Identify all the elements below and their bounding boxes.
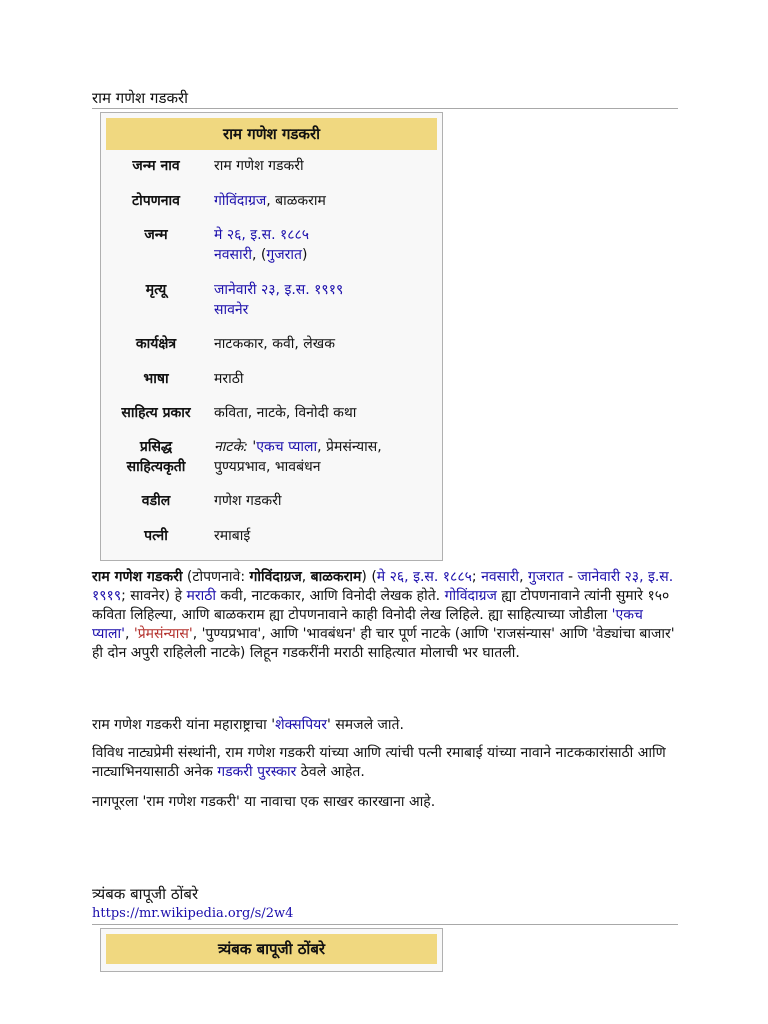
p2-text: राम गणेश गडकरी यांना महाराष्ट्राचा ' <box>92 717 276 733</box>
intro-text: ह्या टोपणनावाने त्यांनी सुमारे १५० कविता लिहिल्या, आणि बाळकराम ह्या टोपणनावाने काही विनोदी लेख लिहिले. ह्या साहित्याच्या जोडीला <box>92 588 670 623</box>
link-navsari-2[interactable]: नवसारी <box>481 569 520 585</box>
intro-name: राम गणेश गडकरी <box>92 569 183 585</box>
row-label-birth-name: जन्म नाव <box>132 158 180 174</box>
heading-rule <box>92 108 678 109</box>
link-gujarat-2[interactable]: गुजरात <box>527 569 564 585</box>
row-label-wife: पत्नी <box>144 528 168 544</box>
second-url[interactable]: https://mr.wikipedia.org/s/2w4 <box>92 906 294 921</box>
row-label-pen-name: टोपणनाव <box>132 193 180 209</box>
link-date2[interactable]: जानेवारी २३, इ.स. १९१९ <box>92 569 674 604</box>
works-italic: नाटके: <box>214 439 248 455</box>
row-label-death: मृत्यू <box>145 282 167 298</box>
link-saoner[interactable]: सावनेर <box>214 302 249 318</box>
intro-text: , <box>124 626 134 642</box>
row-label-genre: साहित्य प्रकार <box>121 405 191 421</box>
p3-text: ठेवले आहेत. <box>296 764 365 780</box>
link-govindagraj[interactable]: गोविंदाग्रज <box>214 193 267 209</box>
row-label-works <box>106 437 206 477</box>
row-value-death <box>214 280 436 320</box>
works-quote: ' <box>247 439 257 455</box>
intro-alias2: बाळकराम <box>310 569 362 585</box>
row-value-genre: कविता, नाटके, विनोदी कथा <box>214 405 357 421</box>
link-gadkari-award[interactable]: गडकरी पुरस्कार <box>217 764 297 780</box>
row-value-father: गणेश गडकरी <box>214 493 282 509</box>
works-line1 <box>214 437 436 457</box>
link-govindagraj-2[interactable]: गोविंदाग्रज <box>444 588 497 604</box>
pen-name-rest: , बाळकराम <box>266 193 326 209</box>
row-label-birth: जन्म <box>144 227 168 243</box>
row-value-works <box>214 437 436 477</box>
row-label-field: कार्यक्षेत्र <box>135 336 177 352</box>
second-infobox <box>100 928 443 972</box>
link-premsanyas[interactable]: 'प्रेमसंन्यास' <box>133 626 193 642</box>
link-birth-date[interactable]: मे २६, इ.स. १८८५ <box>214 227 310 243</box>
link-ekach-pyala[interactable]: एकच प्याला <box>256 439 318 455</box>
link-date1[interactable]: मे २६, इ.स. १८८५ <box>376 569 472 585</box>
link-gujarat[interactable]: गुजरात <box>266 247 302 263</box>
row-value-field: नाटककार, कवी, लेखक <box>214 336 335 352</box>
second-rule <box>92 924 678 925</box>
intro-alias1: गोविंदाग्रज <box>249 569 302 585</box>
intro-text: , 'पुण्यप्रभाव', आणि 'भावबंधन' ही चार पूर्ण नाटके (आणि 'राजसंन्यास' आणि 'वेड्यांचा बाजार' ही दोन अपुरी राहिलेली नाटके) लिहून गडकरींनी मराठी साहित्यात मोलाची भर घातली. <box>92 626 675 661</box>
paragraph-shakespeare <box>92 716 682 735</box>
infobox-title: राम गणेश गडकरी <box>106 118 437 150</box>
p3-text: विविध नाट्यप्रेमी संस्थांनी, राम गणेश गडकरी यांच्या आणि त्यांची पत्नी रमाबाई यांच्या नावाने नाटककारांसाठी आणि नाट्याभिनयासाठी अनेक <box>92 745 666 780</box>
intro-text: , <box>301 569 311 585</box>
intro-text: - <box>563 569 578 585</box>
link-navsari[interactable]: नवसारी <box>214 247 252 263</box>
row-value-wife: रमाबाई <box>214 528 251 544</box>
intro-text: ) ( <box>361 569 377 585</box>
infobox <box>100 112 443 561</box>
works-rest: , प्रेमसंन्यास, <box>317 439 382 455</box>
row-value-birth-name: राम गणेश गडकरी <box>214 158 304 174</box>
birth-place-end: ) <box>301 247 308 263</box>
row-value-pen-name <box>214 191 436 211</box>
row-value-language: मराठी <box>214 371 244 387</box>
birth-place <box>214 245 436 265</box>
second-heading: त्र्यंबक बापूजी ठोंबरे <box>92 885 199 903</box>
intro-text: कवी, नाटककार, आणि विनोदी लेखक होते. <box>215 588 445 604</box>
works-label-line1: प्रसिद्ध <box>139 439 173 455</box>
second-infobox-title: त्र्यंबक बापूजी ठोंबरे <box>106 934 437 964</box>
link-ekach-pyala-2[interactable]: 'एकच प्याला' <box>92 607 643 642</box>
intro-text: , <box>519 569 528 585</box>
row-value-birth <box>214 225 436 265</box>
intro-text: ; <box>471 569 482 585</box>
works-line2: पुण्यप्रभाव, भावबंधन <box>214 459 321 475</box>
p2-text: ' समजले जाते. <box>327 717 404 733</box>
intro-text: (टोपणनावे: <box>182 569 250 585</box>
link-shakespeare[interactable]: शेक्सपियर <box>275 717 328 733</box>
row-label-father: वडील <box>141 493 171 509</box>
row-label-language: भाषा <box>143 371 169 387</box>
paragraph-intro <box>92 568 682 663</box>
link-death-date[interactable]: जानेवारी २३, इ.स. १९१९ <box>214 282 344 298</box>
paragraph-awards <box>92 744 682 782</box>
link-marathi[interactable]: मराठी <box>186 588 216 604</box>
paragraph-sugar-factory: नागपूरला 'राम गणेश गडकरी' या नावाचा एक साखर कारखाना आहे. <box>92 794 436 810</box>
page-heading: राम गणेश गडकरी <box>92 89 189 107</box>
works-label-line2: साहित्यकृती <box>126 459 186 475</box>
intro-text: ; सावनेर) हे <box>121 588 187 604</box>
birth-place-sep: , ( <box>252 247 267 263</box>
